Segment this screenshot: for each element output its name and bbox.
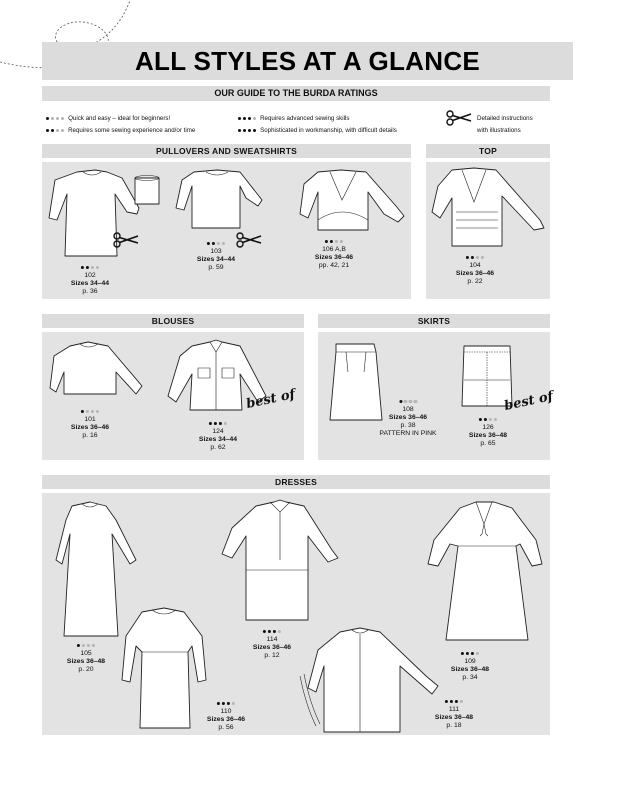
rating-dot-empty bbox=[414, 400, 417, 403]
rating-dot-empty bbox=[476, 652, 479, 655]
rating-dot-empty bbox=[91, 410, 94, 413]
rating-dot-filled bbox=[51, 129, 54, 132]
scissors-icon bbox=[236, 232, 262, 248]
rating-dot-filled bbox=[273, 630, 276, 633]
page-title: ALL STYLES AT A GLANCE bbox=[134, 45, 481, 76]
scissors-icon bbox=[446, 110, 472, 126]
rating-dot-empty bbox=[87, 644, 90, 647]
style-info-110 bbox=[207, 700, 245, 732]
style-info-109 bbox=[451, 650, 489, 682]
rating-dot-filled bbox=[248, 129, 251, 132]
rating-dot-filled bbox=[227, 702, 230, 705]
rating-dot-empty bbox=[96, 266, 99, 269]
rating-dot-filled bbox=[212, 242, 215, 245]
rating-dot-empty bbox=[232, 702, 235, 705]
rating-dot-filled bbox=[399, 400, 402, 403]
style-page: p. 38 bbox=[400, 422, 416, 429]
sketch-style-103 bbox=[172, 170, 292, 240]
style-sizes: Sizes 36–46 bbox=[252, 644, 292, 651]
rating-dot-empty bbox=[340, 240, 343, 243]
style-info-101 bbox=[71, 408, 109, 440]
sketch-style-109 bbox=[424, 500, 546, 644]
rating-dot-empty bbox=[61, 117, 64, 120]
style-number: 102 bbox=[84, 272, 96, 279]
rating-dots bbox=[217, 702, 235, 705]
rating-text: Quick and easy – ideal for beginners! bbox=[68, 115, 171, 122]
page-title-bar bbox=[42, 42, 573, 80]
style-number: 103 bbox=[210, 248, 222, 255]
style-page: p. 34 bbox=[462, 674, 478, 681]
style-page: p. 22 bbox=[467, 278, 483, 285]
sketch-style-108 bbox=[328, 342, 384, 424]
style-number: 106 A,B bbox=[322, 246, 346, 253]
rating-dot-filled bbox=[81, 410, 84, 413]
rating-dot-filled bbox=[466, 256, 469, 259]
rating-dot-empty bbox=[481, 256, 484, 259]
style-number: 111 bbox=[448, 706, 460, 713]
style-number: 110 bbox=[220, 708, 232, 715]
rating-dot-filled bbox=[330, 240, 333, 243]
rating-dot-empty bbox=[92, 644, 95, 647]
rating-dot-empty bbox=[494, 418, 497, 421]
rating-dot-filled bbox=[209, 422, 212, 425]
style-number: 124 bbox=[212, 428, 224, 435]
sketch-style-114 bbox=[218, 500, 342, 624]
section-header-dresses: DRESSES bbox=[42, 475, 550, 489]
style-sizes: Sizes 36–46 bbox=[70, 424, 110, 431]
rating-legend-3 bbox=[238, 115, 349, 122]
rating-dot-filled bbox=[248, 117, 251, 120]
section-header-blouses: BLOUSES bbox=[42, 314, 304, 328]
section-header-skirts: SKIRTS bbox=[318, 314, 550, 328]
style-info-126 bbox=[469, 416, 507, 448]
style-page: p. 65 bbox=[480, 440, 496, 447]
rating-dot-filled bbox=[46, 117, 49, 120]
rating-dots bbox=[263, 630, 281, 633]
rating-dot-empty bbox=[51, 117, 54, 120]
rating-dot-empty bbox=[460, 700, 463, 703]
rating-dot-filled bbox=[466, 652, 469, 655]
rating-dots bbox=[46, 117, 64, 120]
rating-dot-empty bbox=[409, 400, 412, 403]
style-info-102 bbox=[71, 264, 109, 296]
rating-legend-2 bbox=[46, 127, 195, 134]
style-page: p. 12 bbox=[264, 652, 280, 659]
style-number: 105 bbox=[80, 650, 92, 657]
rating-dots bbox=[77, 644, 95, 647]
rating-dot-empty bbox=[61, 129, 64, 132]
rating-dot-empty bbox=[217, 242, 220, 245]
rating-dot-empty bbox=[278, 630, 281, 633]
rating-dot-filled bbox=[471, 652, 474, 655]
rating-dot-empty bbox=[224, 422, 227, 425]
style-number: 101 bbox=[84, 416, 96, 423]
rating-dot-filled bbox=[263, 630, 266, 633]
rating-dot-filled bbox=[484, 418, 487, 421]
rating-dot-filled bbox=[86, 266, 89, 269]
sketch-style-104 bbox=[430, 168, 548, 250]
style-sizes: Sizes 36–48 bbox=[450, 666, 490, 673]
rating-dot-filled bbox=[207, 242, 210, 245]
detailed-instructions-line1: Detailed instructions bbox=[477, 115, 533, 122]
rating-legend-4 bbox=[238, 127, 397, 134]
section-header-top: TOP bbox=[426, 144, 550, 158]
style-page: pp. 42, 21 bbox=[318, 262, 350, 269]
rating-dot-filled bbox=[461, 652, 464, 655]
rating-dots bbox=[479, 418, 497, 421]
rating-dots bbox=[209, 422, 227, 425]
rating-dot-filled bbox=[219, 422, 222, 425]
rating-dots bbox=[46, 129, 64, 132]
style-number: 114 bbox=[266, 636, 278, 643]
sketch-style-106 bbox=[296, 170, 408, 235]
rating-dot-filled bbox=[217, 702, 220, 705]
style-page: p. 56 bbox=[218, 724, 234, 731]
style-info-106 bbox=[315, 238, 353, 270]
style-sizes: Sizes 34–44 bbox=[70, 280, 110, 287]
style-sizes: Sizes 36–48 bbox=[468, 432, 508, 439]
rating-dot-empty bbox=[476, 256, 479, 259]
rating-dot-filled bbox=[81, 266, 84, 269]
rating-dot-filled bbox=[238, 117, 241, 120]
rating-dot-filled bbox=[243, 129, 246, 132]
style-info-114 bbox=[253, 628, 291, 660]
style-info-108 bbox=[379, 398, 436, 438]
rating-dot-empty bbox=[56, 117, 59, 120]
sketch-style-101 bbox=[50, 342, 146, 404]
rating-dots bbox=[81, 410, 99, 413]
rating-dot-empty bbox=[404, 400, 407, 403]
rating-dot-empty bbox=[222, 242, 225, 245]
best-of-label: best of bbox=[244, 387, 297, 412]
rating-dots bbox=[81, 266, 99, 269]
rating-dot-empty bbox=[335, 240, 338, 243]
rating-dot-filled bbox=[243, 117, 246, 120]
rating-dot-filled bbox=[77, 644, 80, 647]
style-page: p. 36 bbox=[82, 288, 98, 295]
rating-dot-filled bbox=[445, 700, 448, 703]
style-number: 108 bbox=[402, 406, 414, 413]
rating-legend-1 bbox=[46, 115, 170, 122]
rating-dots bbox=[466, 256, 484, 259]
rating-dot-empty bbox=[253, 117, 256, 120]
style-info-104 bbox=[456, 254, 494, 286]
rating-text: Requires some sewing experience and/or time bbox=[68, 127, 196, 134]
style-number: 104 bbox=[469, 262, 481, 269]
rating-dot-filled bbox=[253, 129, 256, 132]
rating-dot-filled bbox=[450, 700, 453, 703]
rating-dot-empty bbox=[96, 410, 99, 413]
rating-dots bbox=[399, 400, 417, 403]
scissors-icon bbox=[113, 232, 139, 248]
rating-dot-filled bbox=[222, 702, 225, 705]
rating-dot-empty bbox=[56, 129, 59, 132]
rating-dot-empty bbox=[82, 644, 85, 647]
rating-dot-empty bbox=[489, 418, 492, 421]
style-info-111 bbox=[435, 698, 473, 730]
style-note: PATTERN IN PINK bbox=[379, 430, 437, 437]
style-sizes: Sizes 36–46 bbox=[388, 414, 428, 421]
rating-dot-filled bbox=[471, 256, 474, 259]
style-sizes: Sizes 34–44 bbox=[196, 256, 236, 263]
rating-dot-filled bbox=[455, 700, 458, 703]
rating-dot-empty bbox=[91, 266, 94, 269]
sketch-style-102 bbox=[47, 168, 167, 263]
rating-text: Sophisticated in workmanship, with difficult details bbox=[260, 127, 397, 134]
best-of-label: best of bbox=[502, 389, 555, 414]
rating-dot-filled bbox=[268, 630, 271, 633]
style-page: p. 18 bbox=[446, 722, 462, 729]
style-info-124 bbox=[199, 420, 237, 452]
style-number: 109 bbox=[464, 658, 476, 665]
detailed-instructions-line2: with illustrations bbox=[477, 127, 521, 134]
rating-dot-filled bbox=[214, 422, 217, 425]
style-number: 126 bbox=[482, 424, 494, 431]
style-page: p. 59 bbox=[208, 264, 224, 271]
style-info-103 bbox=[197, 240, 235, 272]
style-page: p. 62 bbox=[210, 444, 226, 451]
style-page: p. 16 bbox=[82, 432, 98, 439]
rating-dot-filled bbox=[238, 129, 241, 132]
style-sizes: Sizes 36–46 bbox=[455, 270, 495, 277]
sketch-style-110 bbox=[118, 606, 210, 732]
style-sizes: Sizes 36–48 bbox=[66, 658, 106, 665]
rating-text: Requires advanced sewing skills bbox=[260, 115, 350, 122]
style-page: p. 20 bbox=[78, 666, 94, 673]
rating-dot-empty bbox=[86, 410, 89, 413]
rating-dots bbox=[207, 242, 225, 245]
style-sizes: Sizes 36–48 bbox=[434, 714, 474, 721]
style-sizes: Sizes 36–46 bbox=[314, 254, 354, 261]
sketch-style-111 bbox=[296, 626, 444, 734]
rating-dots bbox=[238, 129, 256, 132]
ratings-guide-title: OUR GUIDE TO THE BURDA RATINGS bbox=[42, 86, 550, 101]
rating-dot-filled bbox=[46, 129, 49, 132]
rating-dot-filled bbox=[325, 240, 328, 243]
style-sizes: Sizes 36–46 bbox=[206, 716, 246, 723]
rating-dots bbox=[461, 652, 479, 655]
rating-dots bbox=[238, 117, 256, 120]
rating-dots bbox=[325, 240, 343, 243]
section-header-pullovers: PULLOVERS AND SWEATSHIRTS bbox=[42, 144, 411, 158]
rating-dot-filled bbox=[479, 418, 482, 421]
rating-dots bbox=[445, 700, 463, 703]
style-info-105 bbox=[67, 642, 105, 674]
style-sizes: Sizes 34–44 bbox=[198, 436, 238, 443]
